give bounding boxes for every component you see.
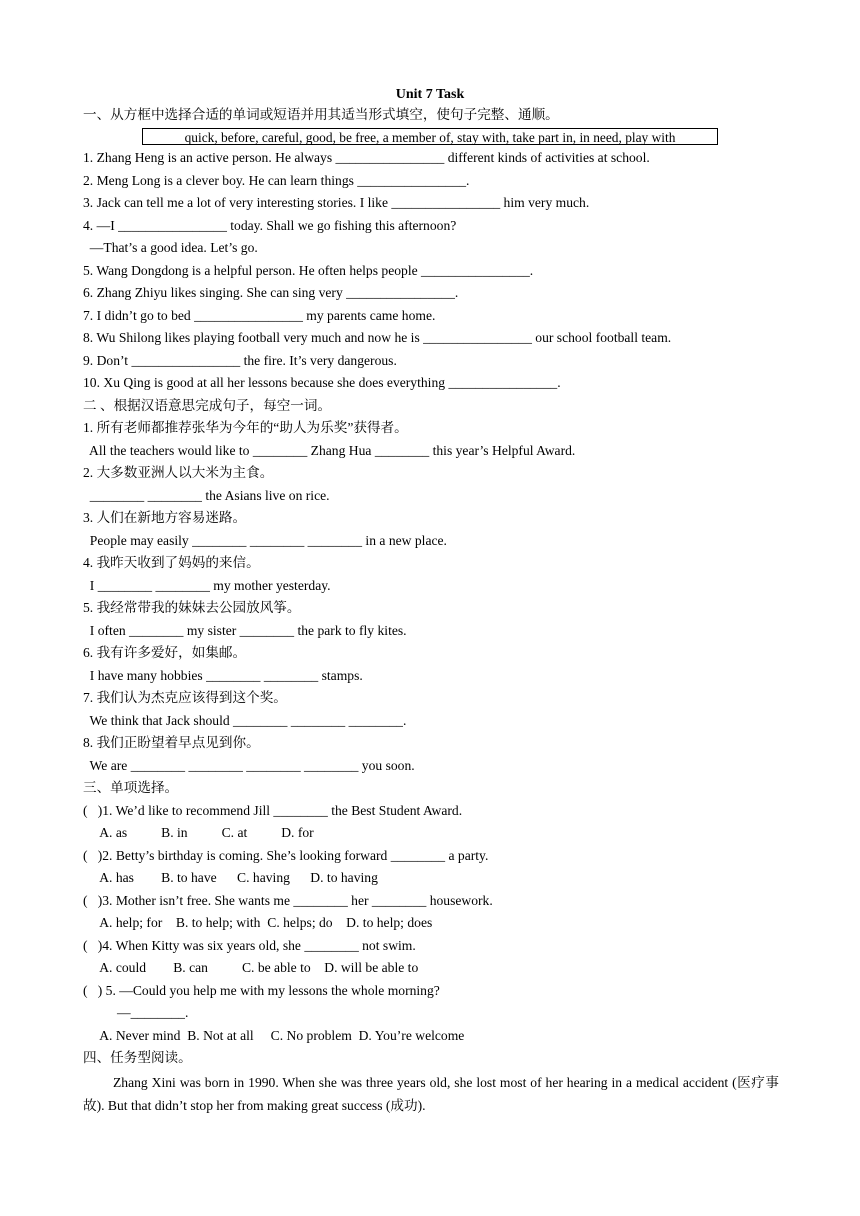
question-line: ( )3. Mother isn’t free. She wants me ________ her ________ housework.	[83, 893, 493, 908]
question-line: We think that Jack should ________ ________ ________.	[83, 713, 407, 728]
question-line: ( ) 5. —Could you help me with my lessons the whole morning?	[83, 983, 440, 998]
question-line: 8. Wu Shilong likes playing football very much and now he is ________________ our school football team.	[83, 330, 672, 345]
question-line: —________.	[83, 1005, 189, 1020]
question-line: 8. 我们正盼望着早点见到你。	[83, 735, 260, 750]
question-line: 2. 大多数亚洲人以大米为主食。	[83, 465, 274, 480]
answer-options: A. help; for B. to help; with C. helps; do D. to help; does	[83, 915, 433, 930]
question-line: 6. Zhang Zhiyu likes singing. She can sing very ________________.	[83, 285, 459, 300]
question-line: 5. 我经常带我的妹妹去公园放风筝。	[83, 600, 301, 615]
section-1-heading: 一、从方框中选择合适的单词或短语并用其适当形式填空，使句子完整、通顺。	[83, 107, 559, 122]
question-line: I ________ ________ my mother yesterday.	[83, 578, 331, 593]
reading-paragraph: Zhang Xini was born in 1990. When she was three years old, she lost most of her hearing in a medical accident (医疗事故). But that didn’t stop her from making great success (成功).	[83, 1075, 779, 1113]
question-line: I have many hobbies ________ ________ stamps.	[83, 668, 363, 683]
question-line: 5. Wang Dongdong is a helpful person. He often helps people ________________.	[83, 263, 534, 278]
question-line: 9. Don’t ________________ the fire. It’s very dangerous.	[83, 353, 397, 368]
answer-options: A. could B. can C. be able to D. will be able to	[83, 960, 419, 975]
question-line: ( )4. When Kitty was six years old, she ________ not swim.	[83, 938, 416, 953]
question-line: 10. Xu Qing is good at all her lessons because she does everything ________________.	[83, 375, 561, 390]
question-line: 1. 所有老师都推荐张华为今年的“助人为乐奖”获得者。	[83, 420, 408, 435]
question-line: 3. Jack can tell me a lot of very interesting stories. I like ________________ him very much.	[83, 195, 590, 210]
question-line: We are ________ ________ ________ ________ you soon.	[83, 758, 415, 773]
question-line: 2. Meng Long is a clever boy. He can learn things ________________.	[83, 173, 470, 188]
section-3-heading: 三、单项选择。	[83, 780, 179, 795]
question-line: 4. 我昨天收到了妈妈的来信。	[83, 555, 260, 570]
section-2-heading: 二 、根据汉语意思完成句子，每空一词。	[83, 398, 332, 413]
question-line: 1. Zhang Heng is an active person. He always ________________ different kinds of activities at school.	[83, 150, 650, 165]
question-line: 7. 我们认为杰克应该得到这个奖。	[83, 690, 287, 705]
question-line: 7. I didn’t go to bed ________________ my parents came home.	[83, 308, 436, 323]
answer-options: A. Never mind B. Not at all C. No problem D. You’re welcome	[83, 1028, 465, 1043]
word-box: quick, before, careful, good, be free, a member of, stay with, take part in, in need, play with	[142, 128, 718, 145]
question-line: People may easily ________ ________ ________ in a new place.	[83, 533, 447, 548]
question-line: —That’s a good idea. Let’s go.	[83, 240, 258, 255]
question-line: All the teachers would like to ________ Zhang Hua ________ this year’s Helpful Award.	[83, 443, 576, 458]
question-line: ( )1. We’d like to recommend Jill ________ the Best Student Award.	[83, 803, 463, 818]
answer-options: A. has B. to have C. having D. to having	[83, 870, 378, 885]
question-line: 3. 人们在新地方容易迷路。	[83, 510, 247, 525]
question-line: 4. —I ________________ today. Shall we go fishing this afternoon?	[83, 218, 457, 233]
answer-options: A. as B. in C. at D. for	[83, 825, 314, 840]
section-4-heading: 四、任务型阅读。	[83, 1050, 192, 1065]
question-line: I often ________ my sister ________ the park to fly kites.	[83, 623, 407, 638]
question-line: ________ ________ the Asians live on rice.	[83, 488, 330, 503]
question-line: ( )2. Betty’s birthday is coming. She’s looking forward ________ a party.	[83, 848, 489, 863]
question-line: 6. 我有许多爱好，如集邮。	[83, 645, 247, 660]
page-title: Unit 7 Task	[395, 87, 465, 102]
